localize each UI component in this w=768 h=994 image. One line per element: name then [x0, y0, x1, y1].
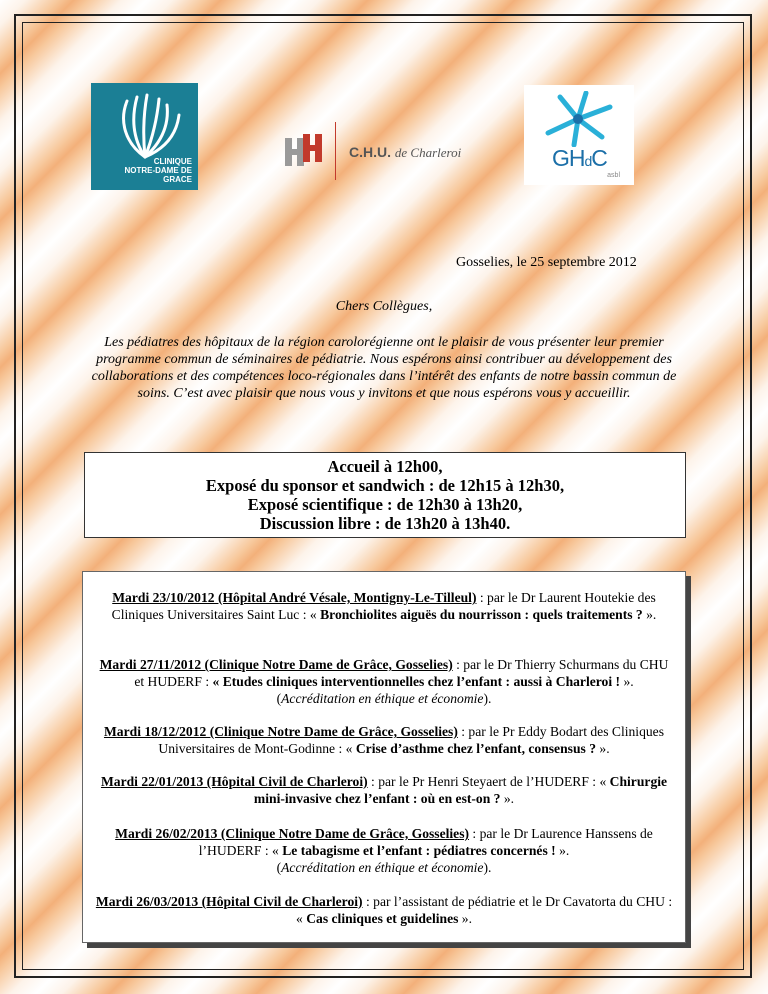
session-speaker: : par le Pr Eddy Bodart des Cliniques Universitaires de Mont-Godinne : «: [158, 724, 665, 756]
session-note: Accréditation en éthique et économie: [281, 691, 484, 706]
session-note-end: ).: [483, 691, 492, 706]
session-topic: Bronchiolites aiguës du nourrisson : quels traitements ?: [320, 607, 643, 622]
session-item: [95, 825, 673, 876]
session-topic: Chirurgie mini-invasive chez l’enfant : où en est-on ?: [253, 774, 668, 806]
session-date-venue: Mardi 23/10/2012 (Hôpital André Vésale, Montigny-Le-Tilleul): [112, 590, 477, 605]
session-speaker: : par l’assistant de pédiatrie et le Dr Cavatorta du CHU : «: [296, 894, 673, 926]
session-speaker: : par le Pr Henri Steyaert de l’HUDERF : «: [367, 774, 610, 789]
seminar-program-box: [82, 571, 686, 943]
chu-logo-name: [349, 144, 461, 161]
session-tail: ».: [555, 843, 570, 858]
session-topic: « Etudes cliniques interventionnelles chez l’enfant : aussi à Charleroi !: [212, 674, 621, 689]
session-date-venue: Mardi 26/02/2013 (Clinique Notre Dame de Grâce, Gosselies): [115, 826, 470, 841]
session-note-end: ).: [483, 860, 492, 875]
session-date-venue: Mardi 18/12/2012 (Clinique Notre Dame de Grâce, Gosselies): [103, 724, 458, 739]
session-tail: ».: [642, 607, 657, 622]
session-item: [95, 723, 673, 757]
ndg-caption-line2: NOTRE-DAME DE GRACE: [124, 166, 192, 184]
session-topic: Crise d’asthme chez l’enfant, consensus ?: [355, 741, 596, 756]
chu-hh-icon: [283, 132, 325, 172]
ndg-caption-line1: CLINIQUE: [153, 157, 192, 166]
session-date-venue: Mardi 27/11/2012 (Clinique Notre Dame de Grâce, Gosselies): [99, 657, 453, 672]
ghdc-logo: [524, 85, 634, 185]
ghdc-asbl: asbl: [607, 172, 620, 179]
clinique-ndg-logo: [91, 83, 198, 190]
chu-name: C.H.U.: [349, 144, 391, 160]
session-note-open: (: [276, 860, 282, 875]
ghdc-name: [552, 145, 607, 172]
session-speaker: : par le Dr Laurence Hanssens de l’HUDERF : «: [198, 826, 653, 858]
ghdc-name-part1: GH: [552, 145, 585, 171]
schedule-line: Accueil à 12h00,: [327, 457, 443, 476]
daily-schedule-box: [84, 452, 686, 538]
ghdc-name-part2: d: [584, 153, 592, 169]
session-item: [95, 893, 673, 927]
session-tail: ».: [458, 911, 472, 926]
leaf-icon: [105, 91, 185, 161]
session-date-venue: Mardi 26/03/2013 (Hôpital Civil de Charleroi): [95, 894, 363, 909]
session-item: [95, 589, 673, 623]
session-speaker: : par le Dr Thierry Schurmans du CHU et HUDERF :: [134, 657, 669, 689]
chu-charleroi-logo: [283, 122, 493, 182]
chu-suffix: de Charleroi: [394, 145, 462, 160]
schedule-line: Exposé du sponsor et sandwich : de 12h15 à 12h30,: [205, 476, 565, 495]
session-speaker: : par le Dr Laurent Houtekie des Cliniques Universitaires Saint Luc : «: [111, 590, 656, 622]
session-topic: Le tabagisme et l’enfant : pédiatres concernés !: [282, 843, 556, 858]
session-item: [95, 773, 673, 807]
session-topic: Cas cliniques et guidelines: [306, 911, 459, 926]
session-item: [95, 656, 673, 707]
session-tail: ». (: [276, 674, 634, 706]
intro-paragraph: Les pédiatres des hôpitaux de la région carolorégienne ont le plaisir de vous présenter leur premier programme commun de séminaires de pédiatrie. Nous espérons ainsi contribuer au développement des collaborations et des compétences loco-régionales dans l’intérêt des enfants de notre bassin commun de soins. C’est avec plaisir que nous vous y invitons et que nous espérons vous y accueillir.: [91, 335, 677, 401]
chu-logo-divider: [335, 122, 336, 180]
session-tail: ».: [500, 791, 515, 806]
pinwheel-icon: [540, 91, 616, 147]
session-date-venue: Mardi 22/01/2013 (Hôpital Civil de Charleroi): [100, 774, 368, 789]
session-note: Accréditation en éthique et économie: [281, 860, 484, 875]
letter-date: Gosselies, le 25 septembre 2012: [456, 255, 637, 270]
session-tail: ».: [596, 741, 610, 756]
schedule-line: Discussion libre : de 13h20 à 13h40.: [259, 514, 511, 533]
schedule-line: Exposé scientifique : de 12h30 à 13h20,: [247, 495, 523, 514]
salutation: Chers Collègues,: [335, 299, 433, 314]
ghdc-name-part3: C: [591, 145, 607, 171]
